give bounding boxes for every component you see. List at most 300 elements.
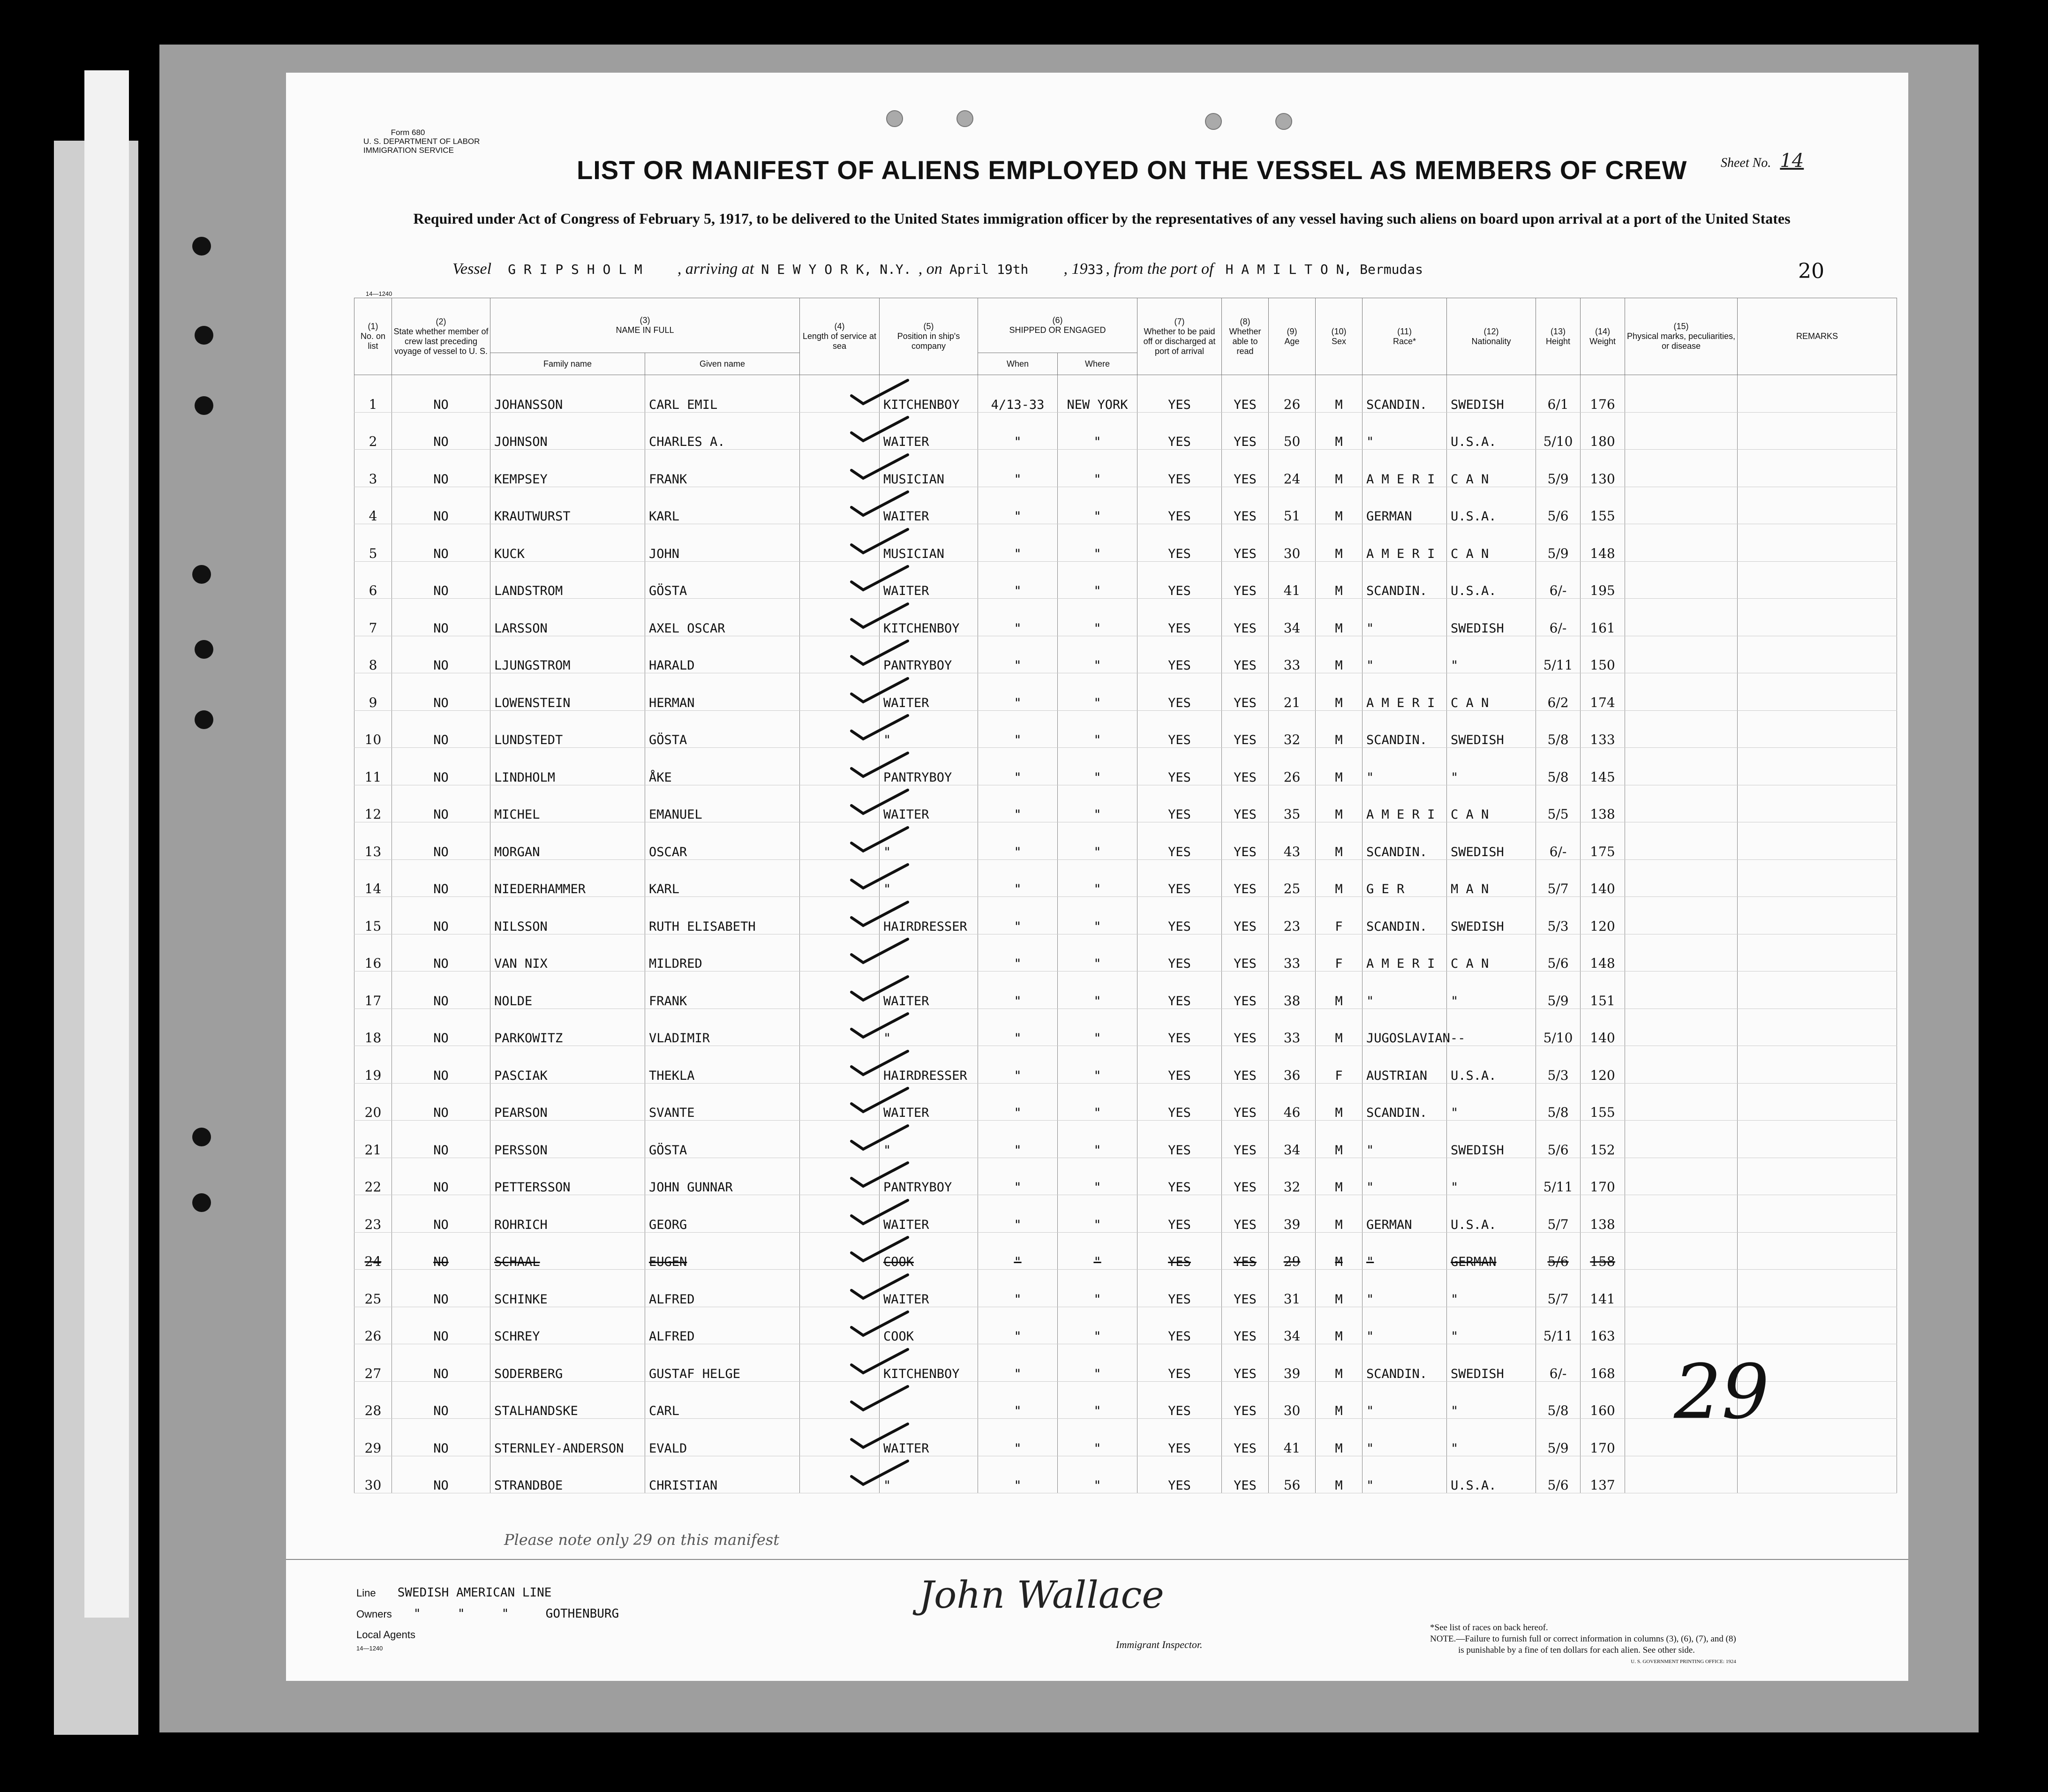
physical-marks-cell	[1625, 599, 1738, 636]
shipped-where-cell: "	[1058, 1270, 1137, 1307]
paid-off-cell: YES	[1137, 450, 1222, 487]
paid-off-cell: YES	[1137, 971, 1222, 1009]
age-cell: 26	[1269, 375, 1316, 413]
age-cell: 41	[1269, 1419, 1316, 1456]
prev-voyage-cell: NO	[392, 1195, 490, 1233]
race-cell: G E R	[1363, 859, 1447, 897]
shipped-when-cell: "	[978, 1381, 1058, 1419]
service-check-cell	[800, 487, 880, 524]
height-cell: 6/-	[1536, 599, 1581, 636]
table-row	[354, 748, 1897, 785]
height-cell: 5/10	[1536, 412, 1581, 450]
height-cell: 5/8	[1536, 748, 1581, 785]
weight-cell: 163	[1581, 1307, 1625, 1344]
prev-voyage-cell: NO	[392, 1009, 490, 1046]
row-number-cell: 5	[354, 524, 392, 562]
physical-marks-cell	[1625, 450, 1738, 487]
row-number-cell: 1	[354, 375, 392, 413]
col-remarks: REMARKS	[1738, 298, 1897, 375]
race-cell: "	[1363, 1232, 1447, 1270]
prev-voyage-cell: NO	[392, 710, 490, 748]
remarks-cell	[1738, 1009, 1897, 1046]
inspector-signature: John Wallace	[919, 1573, 1164, 1617]
nationality-cell: SWEDISH	[1447, 1121, 1536, 1158]
height-cell: 5/3	[1536, 897, 1581, 934]
paid-off-cell: YES	[1137, 1158, 1222, 1195]
check-mark-icon	[842, 1123, 912, 1152]
sex-cell: M	[1316, 561, 1363, 599]
punch-hole	[1275, 113, 1292, 130]
row-number-cell: 27	[354, 1344, 392, 1382]
col-race: (11) Race*	[1363, 298, 1447, 375]
shipped-when-cell: "	[978, 748, 1058, 785]
race-cell: "	[1363, 1456, 1447, 1493]
family-name-cell: PERSSON	[490, 1121, 645, 1158]
prev-voyage-cell: NO	[392, 599, 490, 636]
given-name-cell: KARL	[645, 487, 800, 524]
position-cell: "	[880, 710, 978, 748]
table-row	[354, 1419, 1897, 1456]
department-name: U. S. DEPARTMENT OF LABOR	[363, 137, 480, 146]
shipped-when-cell: "	[978, 1195, 1058, 1233]
nationality-cell: SWEDISH	[1447, 599, 1536, 636]
voyage-line	[452, 260, 1423, 278]
weight-cell: 160	[1581, 1381, 1625, 1419]
position-cell: WAITER	[880, 412, 978, 450]
remarks-cell	[1738, 1121, 1897, 1158]
nationality-cell: SWEDISH	[1447, 822, 1536, 860]
shipped-where-cell: "	[1058, 710, 1137, 748]
position-cell: HAIRDRESSER	[880, 897, 978, 934]
able-to-read-cell: YES	[1222, 785, 1269, 822]
paid-off-cell: YES	[1137, 710, 1222, 748]
given-name-cell: KARL	[645, 859, 800, 897]
able-to-read-cell: YES	[1222, 673, 1269, 711]
table-row	[354, 524, 1897, 562]
sex-cell: M	[1316, 1009, 1363, 1046]
col-age: (9) Age	[1269, 298, 1316, 375]
col-prev-voyage: (2) State whether member of crew last preceding voyage of vessel to U. S.	[392, 298, 490, 375]
prev-voyage-cell: NO	[392, 1046, 490, 1084]
physical-marks-cell	[1625, 710, 1738, 748]
agents-label: Local Agents	[356, 1629, 415, 1641]
row-number-cell: 17	[354, 971, 392, 1009]
service-check-cell	[800, 450, 880, 487]
nationality-cell: C A N	[1447, 450, 1536, 487]
nationality-cell: U.S.A.	[1447, 1456, 1536, 1493]
position-cell: COOK	[880, 1307, 978, 1344]
physical-marks-cell	[1625, 412, 1738, 450]
race-cell: A M E R I	[1363, 673, 1447, 711]
family-name-cell: LINDHOLM	[490, 748, 645, 785]
col-sex: (10) Sex	[1316, 298, 1363, 375]
nationality-cell: "	[1447, 1307, 1536, 1344]
shipped-where-cell: "	[1058, 934, 1137, 971]
remarks-cell	[1738, 450, 1897, 487]
check-mark-icon	[842, 1384, 912, 1412]
physical-marks-cell	[1625, 1009, 1738, 1046]
paid-off-cell: YES	[1137, 897, 1222, 934]
row-number-cell: 29	[354, 1419, 392, 1456]
position-cell: PANTRYBOY	[880, 748, 978, 785]
col-read: (8) Whether able to read	[1222, 298, 1269, 375]
shipped-where-cell: "	[1058, 1009, 1137, 1046]
service-check-cell	[800, 599, 880, 636]
physical-marks-cell	[1625, 934, 1738, 971]
binder-hole	[195, 640, 213, 659]
able-to-read-cell: YES	[1222, 1009, 1269, 1046]
service-check-cell	[800, 934, 880, 971]
owners-value: " " " GOTHENBURG	[413, 1607, 619, 1621]
family-name-cell: STERNLEY-ANDERSON	[490, 1419, 645, 1456]
able-to-read-cell: YES	[1222, 1083, 1269, 1121]
position-cell: MUSICIAN	[880, 524, 978, 562]
nationality-cell: "	[1447, 1419, 1536, 1456]
row-number-cell: 4	[354, 487, 392, 524]
family-name-cell: MICHEL	[490, 785, 645, 822]
table-row	[354, 1083, 1897, 1121]
paid-off-cell: YES	[1137, 487, 1222, 524]
shipped-where-cell: "	[1058, 822, 1137, 860]
age-cell: 33	[1269, 636, 1316, 673]
service-check-cell	[800, 1195, 880, 1233]
sheet-number-label	[1721, 150, 1804, 172]
shipped-where-cell: "	[1058, 524, 1137, 562]
sex-cell: M	[1316, 1344, 1363, 1382]
service-check-cell	[800, 1158, 880, 1195]
race-cell: "	[1363, 971, 1447, 1009]
shipped-when-cell: 4/13-33	[978, 375, 1058, 413]
page-title: LIST OR MANIFEST OF ALIENS EMPLOYED ON THE VESSEL AS MEMBERS OF CREW	[577, 155, 1687, 185]
height-cell: 6/-	[1536, 1344, 1581, 1382]
race-cell: AUSTRIAN	[1363, 1046, 1447, 1084]
height-cell: 5/7	[1536, 859, 1581, 897]
shipped-when-cell: "	[978, 1456, 1058, 1493]
departure-port: H A M I L T O N, Bermudas	[1225, 262, 1423, 277]
height-cell: 5/7	[1536, 1195, 1581, 1233]
nationality-cell: U.S.A.	[1447, 487, 1536, 524]
prev-voyage-cell: NO	[392, 1344, 490, 1382]
nationality-cell: C A N	[1447, 934, 1536, 971]
table-row	[354, 1270, 1897, 1307]
service-check-cell	[800, 1232, 880, 1270]
row-number-cell: 30	[354, 1456, 392, 1493]
row-number-cell: 14	[354, 859, 392, 897]
check-mark-icon	[842, 862, 912, 890]
shipped-where-cell: "	[1058, 748, 1137, 785]
weight-cell: 133	[1581, 710, 1625, 748]
family-name-cell: SCHAAL	[490, 1232, 645, 1270]
row-number-cell: 23	[354, 1195, 392, 1233]
row-number-cell: 11	[354, 748, 392, 785]
shipped-when-cell: "	[978, 1121, 1058, 1158]
given-name-cell: EVALD	[645, 1419, 800, 1456]
able-to-read-cell: YES	[1222, 412, 1269, 450]
weight-cell: 138	[1581, 785, 1625, 822]
physical-marks-cell	[1625, 785, 1738, 822]
paid-off-cell: YES	[1137, 1419, 1222, 1456]
position-cell: WAITER	[880, 1419, 978, 1456]
prev-voyage-cell: NO	[392, 1419, 490, 1456]
prev-voyage-cell: NO	[392, 822, 490, 860]
prev-voyage-cell: NO	[392, 524, 490, 562]
given-name-cell: THEKLA	[645, 1046, 800, 1084]
age-cell: 51	[1269, 487, 1316, 524]
row-number-cell: 28	[354, 1381, 392, 1419]
position-cell: WAITER	[880, 971, 978, 1009]
paid-off-cell: YES	[1137, 822, 1222, 860]
remarks-cell	[1738, 636, 1897, 673]
prev-voyage-cell: NO	[392, 971, 490, 1009]
owners-label: Owners	[356, 1608, 392, 1620]
paid-off-cell: YES	[1137, 934, 1222, 971]
given-name-cell: JOHN GUNNAR	[645, 1158, 800, 1195]
given-name-cell: FRANK	[645, 971, 800, 1009]
height-cell: 5/5	[1536, 785, 1581, 822]
service-check-cell	[800, 1344, 880, 1382]
age-cell: 50	[1269, 412, 1316, 450]
sex-cell: M	[1316, 1419, 1363, 1456]
family-name-cell: JOHNSON	[490, 412, 645, 450]
table-row	[354, 636, 1897, 673]
age-cell: 29	[1269, 1232, 1316, 1270]
race-cell: "	[1363, 1381, 1447, 1419]
age-cell: 34	[1269, 1121, 1316, 1158]
weight-cell: 145	[1581, 748, 1625, 785]
service-check-cell	[800, 1270, 880, 1307]
weight-cell: 120	[1581, 1046, 1625, 1084]
shipped-where-cell: "	[1058, 1158, 1137, 1195]
able-to-read-cell: YES	[1222, 1158, 1269, 1195]
family-name-cell: VAN NIX	[490, 934, 645, 971]
col-position: (5) Position in ship's company	[880, 298, 978, 375]
prev-voyage-cell: NO	[392, 375, 490, 413]
race-cell: "	[1363, 1307, 1447, 1344]
punch-hole	[956, 110, 973, 127]
position-cell: WAITER	[880, 1083, 978, 1121]
able-to-read-cell: YES	[1222, 524, 1269, 562]
family-name-cell: KUCK	[490, 524, 645, 562]
remarks-cell	[1738, 487, 1897, 524]
remarks-cell	[1738, 859, 1897, 897]
shipped-when-cell: "	[978, 636, 1058, 673]
weight-cell: 170	[1581, 1158, 1625, 1195]
shipped-where-cell: "	[1058, 412, 1137, 450]
shipped-when-cell: "	[978, 785, 1058, 822]
physical-marks-cell	[1625, 1158, 1738, 1195]
weight-cell: 140	[1581, 859, 1625, 897]
able-to-read-cell: YES	[1222, 487, 1269, 524]
position-cell: MUSICIAN	[880, 450, 978, 487]
race-cell: SCANDIN.	[1363, 897, 1447, 934]
physical-marks-cell	[1625, 859, 1738, 897]
able-to-read-cell: YES	[1222, 375, 1269, 413]
shipped-where-cell: "	[1058, 1344, 1137, 1382]
service-check-cell	[800, 1121, 880, 1158]
age-cell: 26	[1269, 748, 1316, 785]
able-to-read-cell: YES	[1222, 822, 1269, 860]
sex-cell: M	[1316, 1381, 1363, 1419]
punch-hole	[1205, 113, 1222, 130]
weight-cell: 148	[1581, 524, 1625, 562]
weight-cell: 158	[1581, 1232, 1625, 1270]
weight-cell: 148	[1581, 934, 1625, 971]
weight-cell: 130	[1581, 450, 1625, 487]
given-name-cell: CARL EMIL	[645, 375, 800, 413]
shipped-where-cell: "	[1058, 487, 1137, 524]
position-cell: HAIRDRESSER	[880, 1046, 978, 1084]
sex-cell: M	[1316, 1307, 1363, 1344]
able-to-read-cell: YES	[1222, 897, 1269, 934]
table-row	[354, 487, 1897, 524]
sex-cell: F	[1316, 934, 1363, 971]
col-service: (4) Length of service at sea	[800, 298, 880, 375]
age-cell: 25	[1269, 859, 1316, 897]
age-cell: 56	[1269, 1456, 1316, 1493]
row-number-cell: 24	[354, 1232, 392, 1270]
weight-cell: 168	[1581, 1344, 1625, 1382]
binder-hole	[195, 710, 213, 729]
races-note: *See list of races on back hereof.	[1430, 1623, 1548, 1633]
footer-divider	[286, 1559, 1908, 1560]
form-code: 14—1240	[366, 290, 392, 297]
family-name-cell: PASCIAK	[490, 1046, 645, 1084]
prev-voyage-cell: NO	[392, 487, 490, 524]
handwritten-count: 29	[1674, 1348, 1769, 1436]
sex-cell: M	[1316, 1232, 1363, 1270]
paid-off-cell: YES	[1137, 1121, 1222, 1158]
remarks-cell	[1738, 1158, 1897, 1195]
table-row	[354, 599, 1897, 636]
sex-cell: M	[1316, 375, 1363, 413]
given-name-cell: HARALD	[645, 636, 800, 673]
race-cell: SCANDIN.	[1363, 561, 1447, 599]
check-mark-icon	[842, 713, 912, 741]
row-number-cell: 25	[354, 1270, 392, 1307]
row-number-cell: 7	[354, 599, 392, 636]
race-cell: SCANDIN.	[1363, 1083, 1447, 1121]
prev-voyage-cell: NO	[392, 1456, 490, 1493]
position-cell: WAITER	[880, 1195, 978, 1233]
prev-voyage-cell: NO	[392, 561, 490, 599]
height-cell: 5/6	[1536, 1121, 1581, 1158]
nationality-cell: SWEDISH	[1447, 897, 1536, 934]
weight-cell: 140	[1581, 1009, 1625, 1046]
shipped-where-cell: "	[1058, 1232, 1137, 1270]
given-name-cell: GEORG	[645, 1195, 800, 1233]
arrival-year: 33	[1087, 262, 1104, 277]
year-prefix: , 19	[1063, 260, 1088, 278]
nationality-cell: U.S.A.	[1447, 1195, 1536, 1233]
footer-notes	[1430, 1622, 1736, 1667]
physical-marks-cell	[1625, 1195, 1738, 1233]
position-cell: "	[880, 1009, 978, 1046]
given-name-cell: ALFRED	[645, 1270, 800, 1307]
service-check-cell	[800, 1456, 880, 1493]
able-to-read-cell: YES	[1222, 710, 1269, 748]
position-cell: WAITER	[880, 487, 978, 524]
footer-left	[356, 1582, 619, 1652]
nationality-cell: "	[1447, 1083, 1536, 1121]
family-name-cell: LUNDSTEDT	[490, 710, 645, 748]
column-header-row	[354, 298, 1897, 353]
race-cell: A M E R I	[1363, 785, 1447, 822]
penalty-note-2: is punishable by a fine of ten dollars for each alien. See other side.	[1458, 1645, 1695, 1655]
service-check-cell	[800, 710, 880, 748]
table-row	[354, 934, 1897, 971]
given-name-cell: GUSTAF HELGE	[645, 1344, 800, 1382]
nationality-cell: "	[1447, 1270, 1536, 1307]
remarks-cell	[1738, 1083, 1897, 1121]
race-cell: "	[1363, 1270, 1447, 1307]
able-to-read-cell: YES	[1222, 1046, 1269, 1084]
weight-cell: 161	[1581, 599, 1625, 636]
age-cell: 39	[1269, 1344, 1316, 1382]
weight-cell: 137	[1581, 1456, 1625, 1493]
shipped-where-cell: "	[1058, 636, 1137, 673]
remarks-cell	[1738, 897, 1897, 934]
service-check-cell	[800, 1046, 880, 1084]
height-cell: 5/9	[1536, 450, 1581, 487]
shipped-where-cell: "	[1058, 859, 1137, 897]
remarks-cell	[1738, 1232, 1897, 1270]
height-cell: 5/6	[1536, 1456, 1581, 1493]
able-to-read-cell: YES	[1222, 1344, 1269, 1382]
nationality-cell: U.S.A.	[1447, 561, 1536, 599]
service-check-cell	[800, 375, 880, 413]
shipped-when-cell: "	[978, 673, 1058, 711]
height-cell: 5/7	[1536, 1270, 1581, 1307]
sex-cell: M	[1316, 450, 1363, 487]
nationality-cell: M A N	[1447, 859, 1536, 897]
family-name-cell: PETTERSSON	[490, 1158, 645, 1195]
service-check-cell	[800, 897, 880, 934]
paid-off-cell: YES	[1137, 1195, 1222, 1233]
race-cell: A M E R I	[1363, 450, 1447, 487]
physical-marks-cell	[1625, 487, 1738, 524]
row-number-cell: 2	[354, 412, 392, 450]
family-name-cell: SCHREY	[490, 1307, 645, 1344]
col-paid-off: (7) Whether to be paid off or discharged at port of arrival	[1137, 298, 1222, 375]
race-cell: "	[1363, 1121, 1447, 1158]
col-when: When	[978, 353, 1058, 375]
family-name-cell: STALHANDSKE	[490, 1381, 645, 1419]
remarks-cell	[1738, 375, 1897, 413]
weight-cell: 195	[1581, 561, 1625, 599]
remarks-cell	[1738, 524, 1897, 562]
race-cell: SCANDIN.	[1363, 710, 1447, 748]
sex-cell: M	[1316, 524, 1363, 562]
prev-voyage-cell: NO	[392, 897, 490, 934]
height-cell: 5/11	[1536, 636, 1581, 673]
table-row	[354, 897, 1897, 934]
family-name-cell: NILSSON	[490, 897, 645, 934]
able-to-read-cell: YES	[1222, 561, 1269, 599]
age-cell: 30	[1269, 524, 1316, 562]
position-cell: WAITER	[880, 673, 978, 711]
agents-row	[356, 1625, 619, 1645]
shipped-where-cell: "	[1058, 1456, 1137, 1493]
sex-cell: M	[1316, 1158, 1363, 1195]
given-name-cell: EUGEN	[645, 1232, 800, 1270]
crew-rows	[354, 375, 1897, 1493]
paid-off-cell: YES	[1137, 1344, 1222, 1382]
arrival-date: April 19th	[949, 262, 1029, 277]
remarks-cell	[1738, 1046, 1897, 1084]
sex-cell: M	[1316, 1195, 1363, 1233]
remarks-cell	[1738, 710, 1897, 748]
given-name-cell: SVANTE	[645, 1083, 800, 1121]
